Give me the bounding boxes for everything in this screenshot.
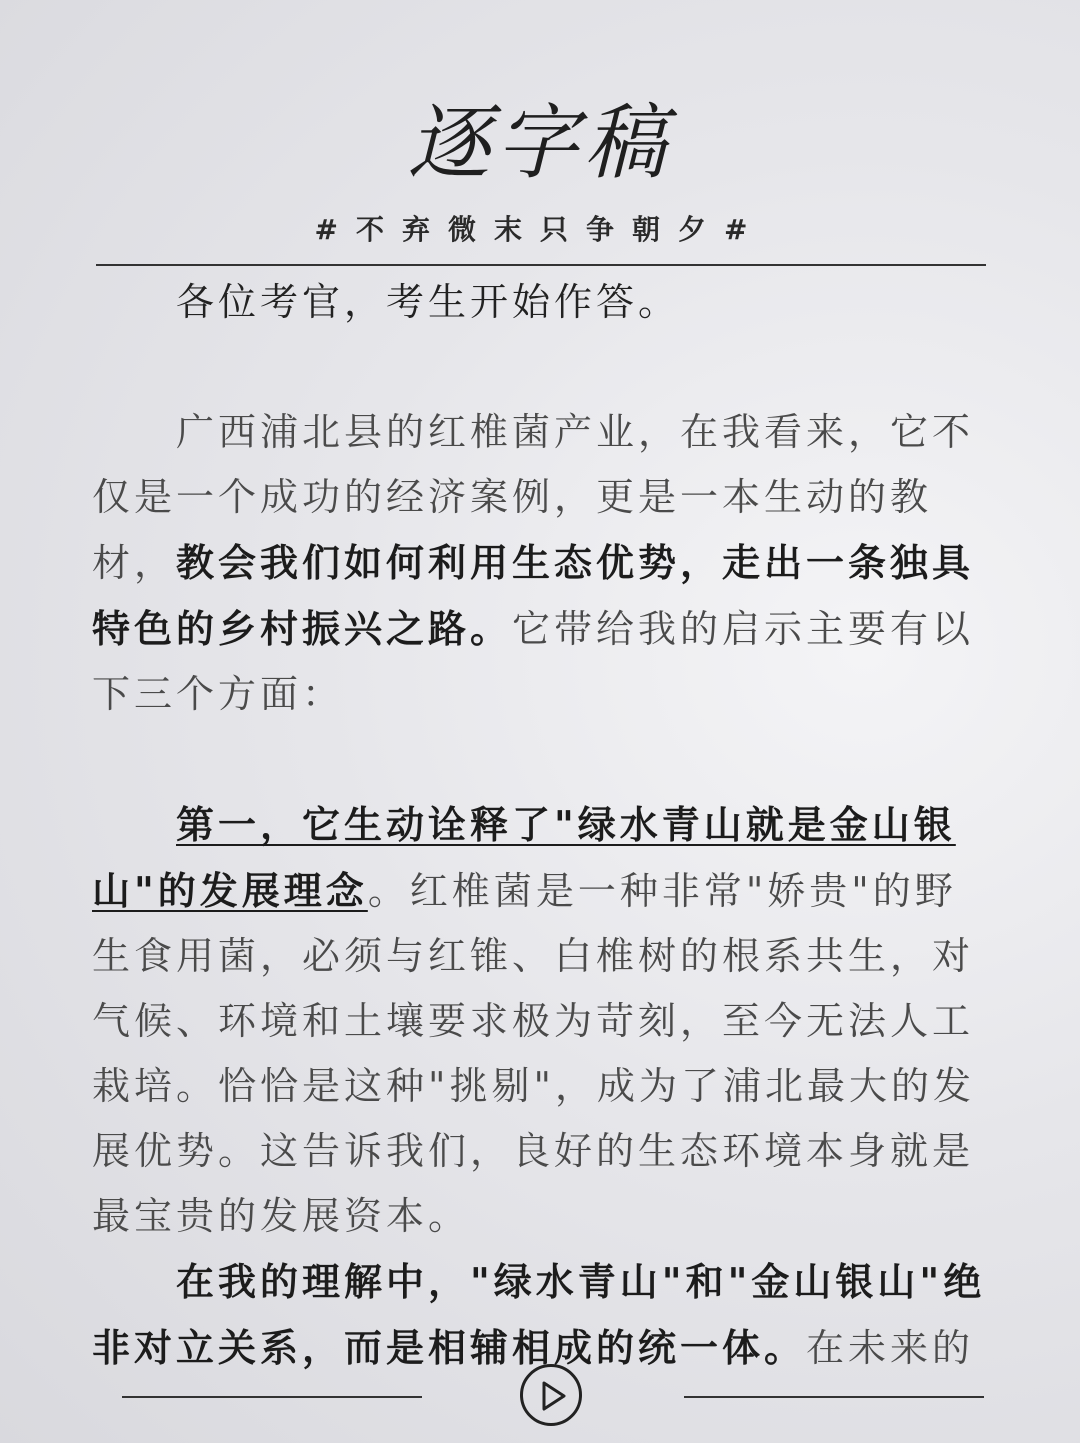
understanding-bold-text: 在我的理解中，"绿水青山"和"金山银山"绝非对立关系，而是相辅相成的统一体。 <box>92 1259 986 1370</box>
slogan-hashtag: #不弃微末只争朝夕# <box>314 213 766 246</box>
bottom-divider-left <box>122 1396 422 1398</box>
transcript-content <box>92 270 992 1381</box>
play-button[interactable] <box>520 1364 582 1426</box>
top-divider <box>96 264 986 266</box>
play-icon <box>541 1381 567 1411</box>
understanding-text: 在未来的 <box>806 1326 975 1370</box>
intro-bold-text: 教会我们如何利用生态优势，走出一条独具特色的乡村振兴之路。 <box>92 540 975 651</box>
intro-text-1: 广西浦北县的红椎菌产业，在我看来，它不仅是一个成功的经济案例，更是一本生动的教材， <box>92 410 975 585</box>
paragraph-intro <box>92 400 992 727</box>
page-title: 逐字稿 <box>408 96 672 191</box>
bottom-divider-right <box>684 1396 984 1398</box>
paragraph-understanding <box>92 1249 992 1381</box>
intro-text-2: 它带给我的启示主要有以下三个方面： <box>92 607 975 716</box>
point-one-text: 。红椎菌是一种非常"娇贵"的野生食用菌，必须与红锥、白椎树的根系共生，对气候、环境和土壤要求极为苛刻，至今无法人工栽培。恰恰是这种"挑剔"，成为了浦北最大的发展优势。这告诉我们，良好的生态环境本身就是最宝贵的发展资本。 <box>92 869 975 1238</box>
point-one-heading: 第一，它生动诠释了"绿水青山就是金山银山"的发展理念 <box>92 802 956 913</box>
paragraph-point-one <box>92 792 992 1249</box>
opening-paragraph: 各位考官，考生开始作答。 <box>176 280 681 324</box>
